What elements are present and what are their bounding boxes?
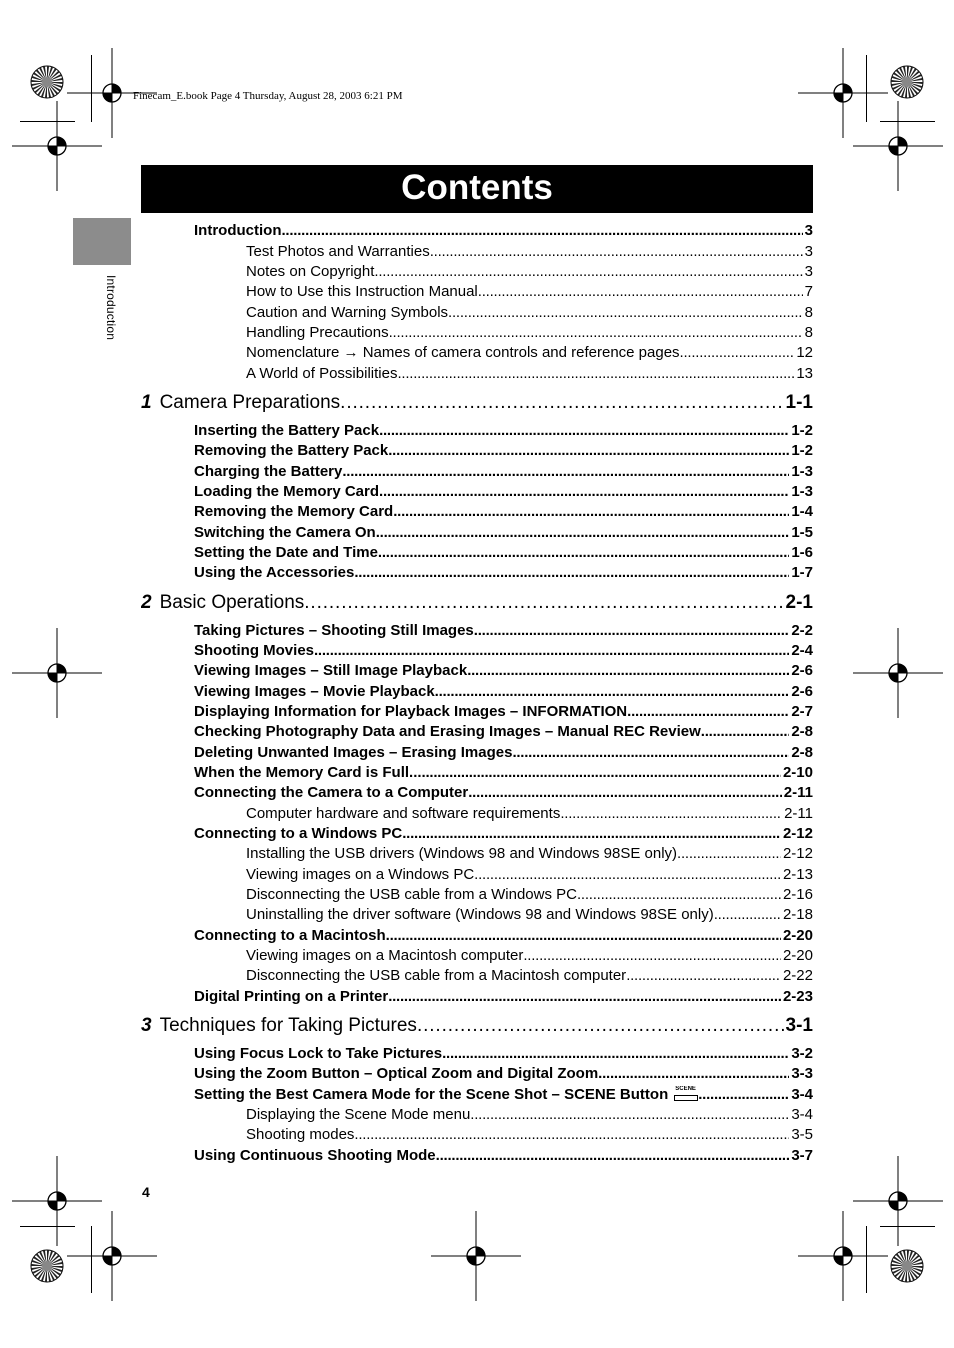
dot-leader	[397, 365, 794, 382]
toc-entry-title	[246, 365, 397, 382]
toc-entry-text: Removing the Memory Card	[194, 503, 394, 520]
toc-entry-text: Test Photos and Warranties	[246, 243, 430, 260]
toc-entry-text: Connecting to a Windows PC	[194, 825, 403, 842]
toc-entry-title	[246, 866, 474, 883]
toc-entry-text: Using Continuous Shooting Mode	[194, 1147, 436, 1164]
toc-entry	[194, 723, 813, 743]
dot-leader	[701, 723, 790, 740]
toc-entry	[246, 1106, 813, 1126]
dot-leader	[436, 1147, 790, 1164]
toc-entry-page: 3-4	[791, 1106, 813, 1123]
toc-entry	[246, 304, 813, 324]
toc-entry	[194, 622, 813, 642]
toc-entry-title	[246, 1106, 470, 1123]
toc-entry-page: 2-4	[791, 642, 813, 659]
toc-entry-title	[194, 622, 474, 639]
dot-leader	[598, 1065, 789, 1082]
toc-entry-title	[194, 1147, 436, 1164]
toc-entry-title	[141, 392, 340, 414]
toc-entry-text: Caution and Warning Symbols	[246, 304, 449, 321]
dot-leader	[467, 662, 789, 679]
toc-entry-text: Notes on Copyright	[246, 263, 375, 280]
toc-entry-title	[194, 927, 386, 944]
toc-entry-title	[246, 906, 714, 923]
toc-entry-title	[194, 463, 342, 480]
toc-entry-page: 1-6	[791, 544, 813, 561]
toc-entry-title	[194, 642, 314, 659]
dot-leader	[389, 324, 803, 341]
toc-entry-title	[194, 683, 435, 700]
dot-leader	[388, 442, 789, 459]
dot-leader	[512, 744, 789, 761]
chapter-number: 2	[141, 592, 152, 613]
toc-entry	[194, 422, 813, 442]
toc-entry-title	[194, 784, 468, 801]
toc-entry	[194, 544, 813, 564]
toc-entry-text: Computer hardware and software requirements	[246, 805, 561, 822]
section-tab-label: Introduction	[104, 275, 118, 341]
dot-leader	[626, 967, 781, 984]
toc-entry	[194, 503, 813, 523]
toc-entry-title	[194, 662, 467, 679]
toc-entry	[246, 1126, 813, 1146]
toc-entry-text: Deleting Unwanted Images – Erasing Images	[194, 744, 513, 761]
toc-entry	[194, 744, 813, 764]
toc-entry-title	[194, 988, 388, 1005]
dot-leader	[354, 1126, 789, 1143]
toc-entry-title	[194, 1086, 698, 1103]
toc-entry-title	[194, 825, 402, 842]
color-target-icon	[29, 1248, 65, 1284]
toc-entry-text: Camera Preparations	[159, 392, 341, 413]
toc-entry-page: 2-12	[782, 825, 813, 842]
registration-mark-icon	[12, 628, 102, 718]
toc-entry	[246, 967, 813, 987]
toc-entry-page: 2-11	[784, 805, 813, 822]
section-tab	[73, 218, 131, 265]
toc-entry-page: 1-1	[785, 392, 813, 413]
toc-entry-text: Disconnecting the USB cable from a Windows PC	[246, 886, 577, 903]
toc-entry	[194, 463, 813, 483]
toc-entry-title	[246, 967, 626, 984]
toc-entry	[246, 344, 813, 364]
toc-entry-title	[141, 592, 304, 614]
dot-leader	[478, 283, 803, 300]
dot-leader	[474, 622, 790, 639]
toc-entry-text: Viewing Images – Movie Playback	[194, 683, 435, 700]
toc-entry	[194, 642, 813, 662]
toc-entry-text: Taking Pictures – Shooting Still Images	[194, 622, 474, 639]
dot-leader	[442, 1045, 789, 1062]
toc-entry-title	[246, 304, 448, 321]
toc-entry	[246, 283, 813, 303]
toc-entry-text: Viewing images on a Windows PC	[246, 866, 475, 883]
toc-entry-text: Disconnecting the USB cable from a Macintosh computer	[246, 967, 627, 984]
toc-entry-text: Using Focus Lock to Take Pictures	[194, 1045, 443, 1062]
dot-leader	[560, 805, 782, 822]
toc-entry-page: 1-4	[791, 503, 813, 520]
toc-entry	[194, 683, 813, 703]
registration-mark-icon	[798, 1211, 888, 1301]
toc-entry	[246, 906, 813, 926]
toc-entry	[194, 764, 813, 784]
toc-entry-text: Installing the USB drivers (Windows 98 and Windows 98SE only)	[246, 845, 678, 862]
toc-entry-text: When the Memory Card is Full...	[194, 764, 422, 781]
toc-entry	[246, 947, 813, 967]
toc-entry-page: 2-22	[782, 967, 813, 984]
dot-leader	[714, 906, 781, 923]
toc-entry-text: Basic Operations	[159, 592, 305, 613]
page-number: 4	[142, 1184, 150, 1200]
toc-entry-page: 2-20	[782, 927, 813, 944]
toc-entry-text: Nomenclature → Names of camera controls and reference pages	[246, 344, 680, 361]
scene-button-icon-box	[674, 1095, 698, 1101]
toc-entry	[194, 524, 813, 544]
toc-entry-text: A World of Possibilities	[246, 365, 398, 382]
toc-entry-text: Setting the Date and Time	[194, 544, 378, 561]
toc-entry-page: 12	[796, 344, 813, 361]
dot-leader	[281, 222, 802, 239]
scene-button-icon	[674, 1087, 698, 1100]
toc-entry-page: 2-8	[791, 744, 813, 761]
toc-entry-title	[246, 845, 677, 862]
toc-entry-title	[246, 886, 577, 903]
toc-entry	[246, 866, 813, 886]
toc-entry	[194, 784, 813, 804]
dot-leader	[378, 544, 789, 561]
toc-entry-text: How to Use this Instruction Manual	[246, 283, 478, 300]
page-title: Contents	[401, 168, 553, 207]
toc-entry-title	[194, 483, 379, 500]
toc-entry-page: 2-13	[782, 866, 813, 883]
dot-leader	[417, 1015, 784, 1037]
dot-leader	[474, 866, 781, 883]
toc-entry-page: 2-12	[782, 845, 813, 862]
toc-entry-page: 2-7	[791, 703, 813, 720]
toc-entry-page: 2-11	[783, 784, 813, 801]
toc-entry-title	[246, 324, 389, 341]
dot-leader	[304, 592, 783, 614]
toc-entry-text: Viewing images on a Macintosh computer	[246, 947, 524, 964]
toc-entry-page: 2-6	[791, 662, 813, 679]
dot-leader	[435, 683, 790, 700]
toc-entry-title	[194, 544, 378, 561]
color-target-icon	[889, 64, 925, 100]
toc-entry-page: 3-2	[791, 1045, 813, 1062]
toc-entry-page: 13	[796, 365, 813, 382]
toc-entry-text: Uninstalling the driver software (Windows 98 and Windows 98SE only)	[246, 906, 714, 923]
toc-entry-text: Shooting modes	[246, 1126, 355, 1143]
dot-leader	[314, 642, 789, 659]
toc-entry-text: Loading the Memory Card	[194, 483, 380, 500]
dot-leader	[468, 784, 782, 801]
dot-leader	[627, 703, 789, 720]
toc-entry-text: Charging the Battery	[194, 463, 343, 480]
scene-button-icon-text: SCENE	[675, 1086, 696, 1092]
toc-entry-title	[194, 1045, 442, 1062]
dot-leader	[577, 886, 781, 903]
toc-entry-text: Displaying Information for Playback Images – INFORMATION	[194, 703, 628, 720]
toc-entry-title	[194, 744, 512, 761]
dot-leader	[376, 524, 790, 541]
toc-entry	[194, 1147, 813, 1167]
toc-entry	[246, 805, 813, 825]
toc-entry	[246, 845, 813, 865]
color-target-icon	[889, 1248, 925, 1284]
toc-entry	[194, 483, 813, 503]
file-info: Finecam_E.book Page 4 Thursday, August 28, 2003 6:21 PM	[133, 90, 403, 102]
toc-entry-text: Introduction	[194, 222, 282, 239]
toc-entry-title	[194, 524, 376, 541]
dot-leader	[379, 483, 789, 500]
dot-leader	[388, 988, 781, 1005]
registration-mark-icon	[67, 1211, 157, 1301]
dot-leader	[374, 263, 802, 280]
toc-entry-page: 7	[804, 283, 813, 300]
toc-entry	[194, 1086, 813, 1106]
dot-leader	[470, 1106, 789, 1123]
toc-entry-page: 1-2	[791, 442, 813, 459]
toc-entry-title	[246, 243, 430, 260]
dot-leader	[448, 304, 803, 321]
registration-mark-icon	[853, 101, 943, 191]
chapter-entry	[141, 1015, 813, 1039]
toc-entry	[194, 222, 813, 242]
toc-entry-page: 3	[804, 263, 813, 280]
toc-entry-page: 8	[804, 324, 813, 341]
toc-entry-page: 2-2	[791, 622, 813, 639]
toc-entry-text: Using the Zoom Button – Optical Zoom and Digital Zoom	[194, 1065, 599, 1082]
dot-leader	[342, 463, 789, 480]
toc-entry	[194, 825, 813, 845]
toc-entry-text: Connecting the Camera to a Computer	[194, 784, 469, 801]
toc-entry	[194, 662, 813, 682]
chapter-number: 1	[141, 392, 152, 413]
chapter-entry	[141, 592, 813, 616]
toc-entry-title	[194, 564, 354, 581]
toc-entry-title	[141, 1015, 417, 1037]
toc-entry-page: 1-3	[791, 483, 813, 500]
toc-entry-page: 3-1	[785, 1015, 813, 1036]
toc-entry-title	[194, 503, 393, 520]
toc-entry-page: 1-7	[791, 564, 813, 581]
toc-entry	[194, 703, 813, 723]
toc-entry	[246, 324, 813, 344]
toc-entry-page: 1-2	[791, 422, 813, 439]
registration-mark-icon	[853, 628, 943, 718]
toc-entry-title	[194, 703, 627, 720]
chapter-number: 3	[141, 1015, 152, 1036]
toc-entry-title	[194, 723, 701, 740]
toc-entry	[246, 243, 813, 263]
contents-banner	[141, 165, 813, 213]
toc-entry-title	[194, 764, 422, 781]
toc-entry-page: 1-5	[791, 524, 813, 541]
toc-entry-title	[246, 805, 560, 822]
registration-mark-icon	[12, 101, 102, 191]
toc-entry	[194, 988, 813, 1008]
toc-entry-page: 2-20	[782, 947, 813, 964]
dot-leader	[430, 243, 803, 260]
toc-entry-text: Setting the Best Camera Mode for the Scene Shot – SCENE Button	[194, 1086, 669, 1103]
toc-entry-page: 3-3	[791, 1065, 813, 1082]
toc-entry-page: 2-6	[791, 683, 813, 700]
chapter-entry	[141, 392, 813, 416]
dot-leader	[379, 422, 789, 439]
toc-entry-title	[194, 222, 281, 239]
color-target-icon	[29, 64, 65, 100]
toc-entry	[246, 886, 813, 906]
toc-entry-page: 2-10	[782, 764, 813, 781]
toc-entry-text: Removing the Battery Pack	[194, 442, 389, 459]
toc-entry-text: Switching the Camera On	[194, 524, 376, 541]
toc-entry-page: 2-23	[782, 988, 813, 1005]
toc-entry-text: Digital Printing on a Printer	[194, 988, 389, 1005]
dot-leader	[523, 947, 781, 964]
toc-entry-title	[194, 442, 388, 459]
dot-leader	[698, 1086, 789, 1103]
toc-entry-title	[194, 1065, 598, 1082]
toc-entry-title	[246, 344, 680, 361]
toc-entry-page: 3-4	[791, 1086, 813, 1103]
toc-entry	[194, 1065, 813, 1085]
toc-entry	[194, 442, 813, 462]
dot-leader	[354, 564, 789, 581]
toc-entry-text: Checking Photography Data and Erasing Images – Manual REC Review	[194, 723, 701, 740]
dot-leader	[340, 392, 783, 414]
toc-entry-text: Viewing Images – Still Image Playback	[194, 662, 468, 679]
toc-entry-page: 2-1	[785, 592, 813, 613]
toc-entry-title	[246, 283, 478, 300]
toc-entry-text: Shooting Movies	[194, 642, 314, 659]
dot-leader	[393, 503, 789, 520]
toc-entry-page: 2-8	[791, 723, 813, 740]
toc-entry-text: Connecting to a Macintosh	[194, 927, 386, 944]
toc-entry	[194, 1045, 813, 1065]
toc-entry	[194, 927, 813, 947]
dot-leader	[402, 825, 781, 842]
toc-entry-title	[194, 422, 379, 439]
toc-entry-text: Displaying the Scene Mode menu	[246, 1106, 471, 1123]
dot-leader	[422, 764, 781, 781]
toc-entry-page: 3-5	[791, 1126, 813, 1143]
toc-entry-page: 1-3	[791, 463, 813, 480]
toc-entry-text: Using the Accessories	[194, 564, 355, 581]
toc-entry-title	[246, 947, 523, 964]
toc-entry	[246, 365, 813, 385]
toc-entry-page: 3	[804, 243, 813, 260]
toc-entry-page: 2-18	[782, 906, 813, 923]
toc-entry-text: Handling Precautions	[246, 324, 389, 341]
dot-leader	[677, 845, 781, 862]
toc-entry-page: 3-7	[791, 1147, 813, 1164]
toc-entry-text: Inserting the Battery Pack	[194, 422, 380, 439]
dot-leader	[680, 344, 795, 361]
toc-entry-page: 3	[804, 222, 813, 239]
registration-mark-icon	[431, 1211, 521, 1301]
dot-leader	[386, 927, 781, 944]
toc-entry-title	[246, 263, 374, 280]
toc-entry	[194, 564, 813, 584]
toc-entry-page: 8	[804, 304, 813, 321]
toc-entry-text: Techniques for Taking Pictures	[159, 1015, 417, 1036]
toc-entry	[246, 263, 813, 283]
toc-entry-page: 2-16	[782, 886, 813, 903]
toc-entry-title	[246, 1126, 354, 1143]
